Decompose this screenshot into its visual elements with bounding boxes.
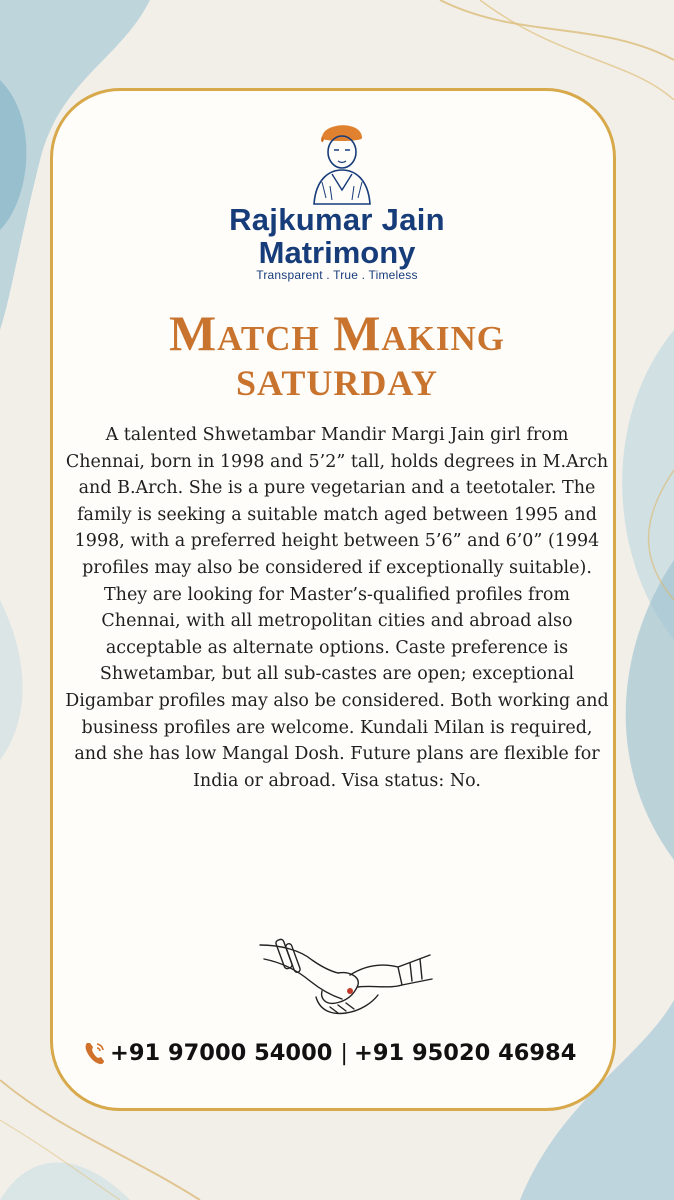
phone-icon (82, 1039, 108, 1067)
page-subtitle: SATURDAY (235, 363, 439, 403)
phone-number-1[interactable]: +91 97000 54000 (110, 1040, 333, 1066)
brand-name-line1: Rajkumar Jain (229, 202, 445, 237)
founder-portrait-logo (302, 112, 382, 212)
page-title: Match Making (168, 305, 506, 361)
profile-description: A talented Shwetambar Mandir Margi Jain girl from Chennai, born in 1998 and 5’2” tall, holds degrees in M.Arch and B.Arch. She is a pure vegetarian and a teetotaler. The family is seeking a suitable match aged between 1995 and 1998, with a preferred height between 5’6” and 6’0” (1994 profiles may also be considered if exceptionally suitable). They are looking for Master’s-qualified profiles from Chennai, with all metropolitan cities and abroad also acceptable as alternate options. Caste preference is Shwetambar, but all sub-castes are open; exceptional Digambar profiles may also be considered. Both working and business profiles are welcome. Kundali Milan is required, and she has low Mangal Dosh. Future plans are flexible for India or abroad. Visa status: No. (65, 425, 609, 791)
phone-number-2[interactable]: +91 95020 46984 (353, 1040, 577, 1066)
brand-name-line2: Matrimony (258, 235, 416, 270)
phone-separator: | (340, 1040, 348, 1066)
contact-bar (82, 1037, 602, 1069)
brand-tagline: Transparent . True . Timeless (256, 268, 418, 282)
holding-hands-illustration (250, 915, 440, 1025)
